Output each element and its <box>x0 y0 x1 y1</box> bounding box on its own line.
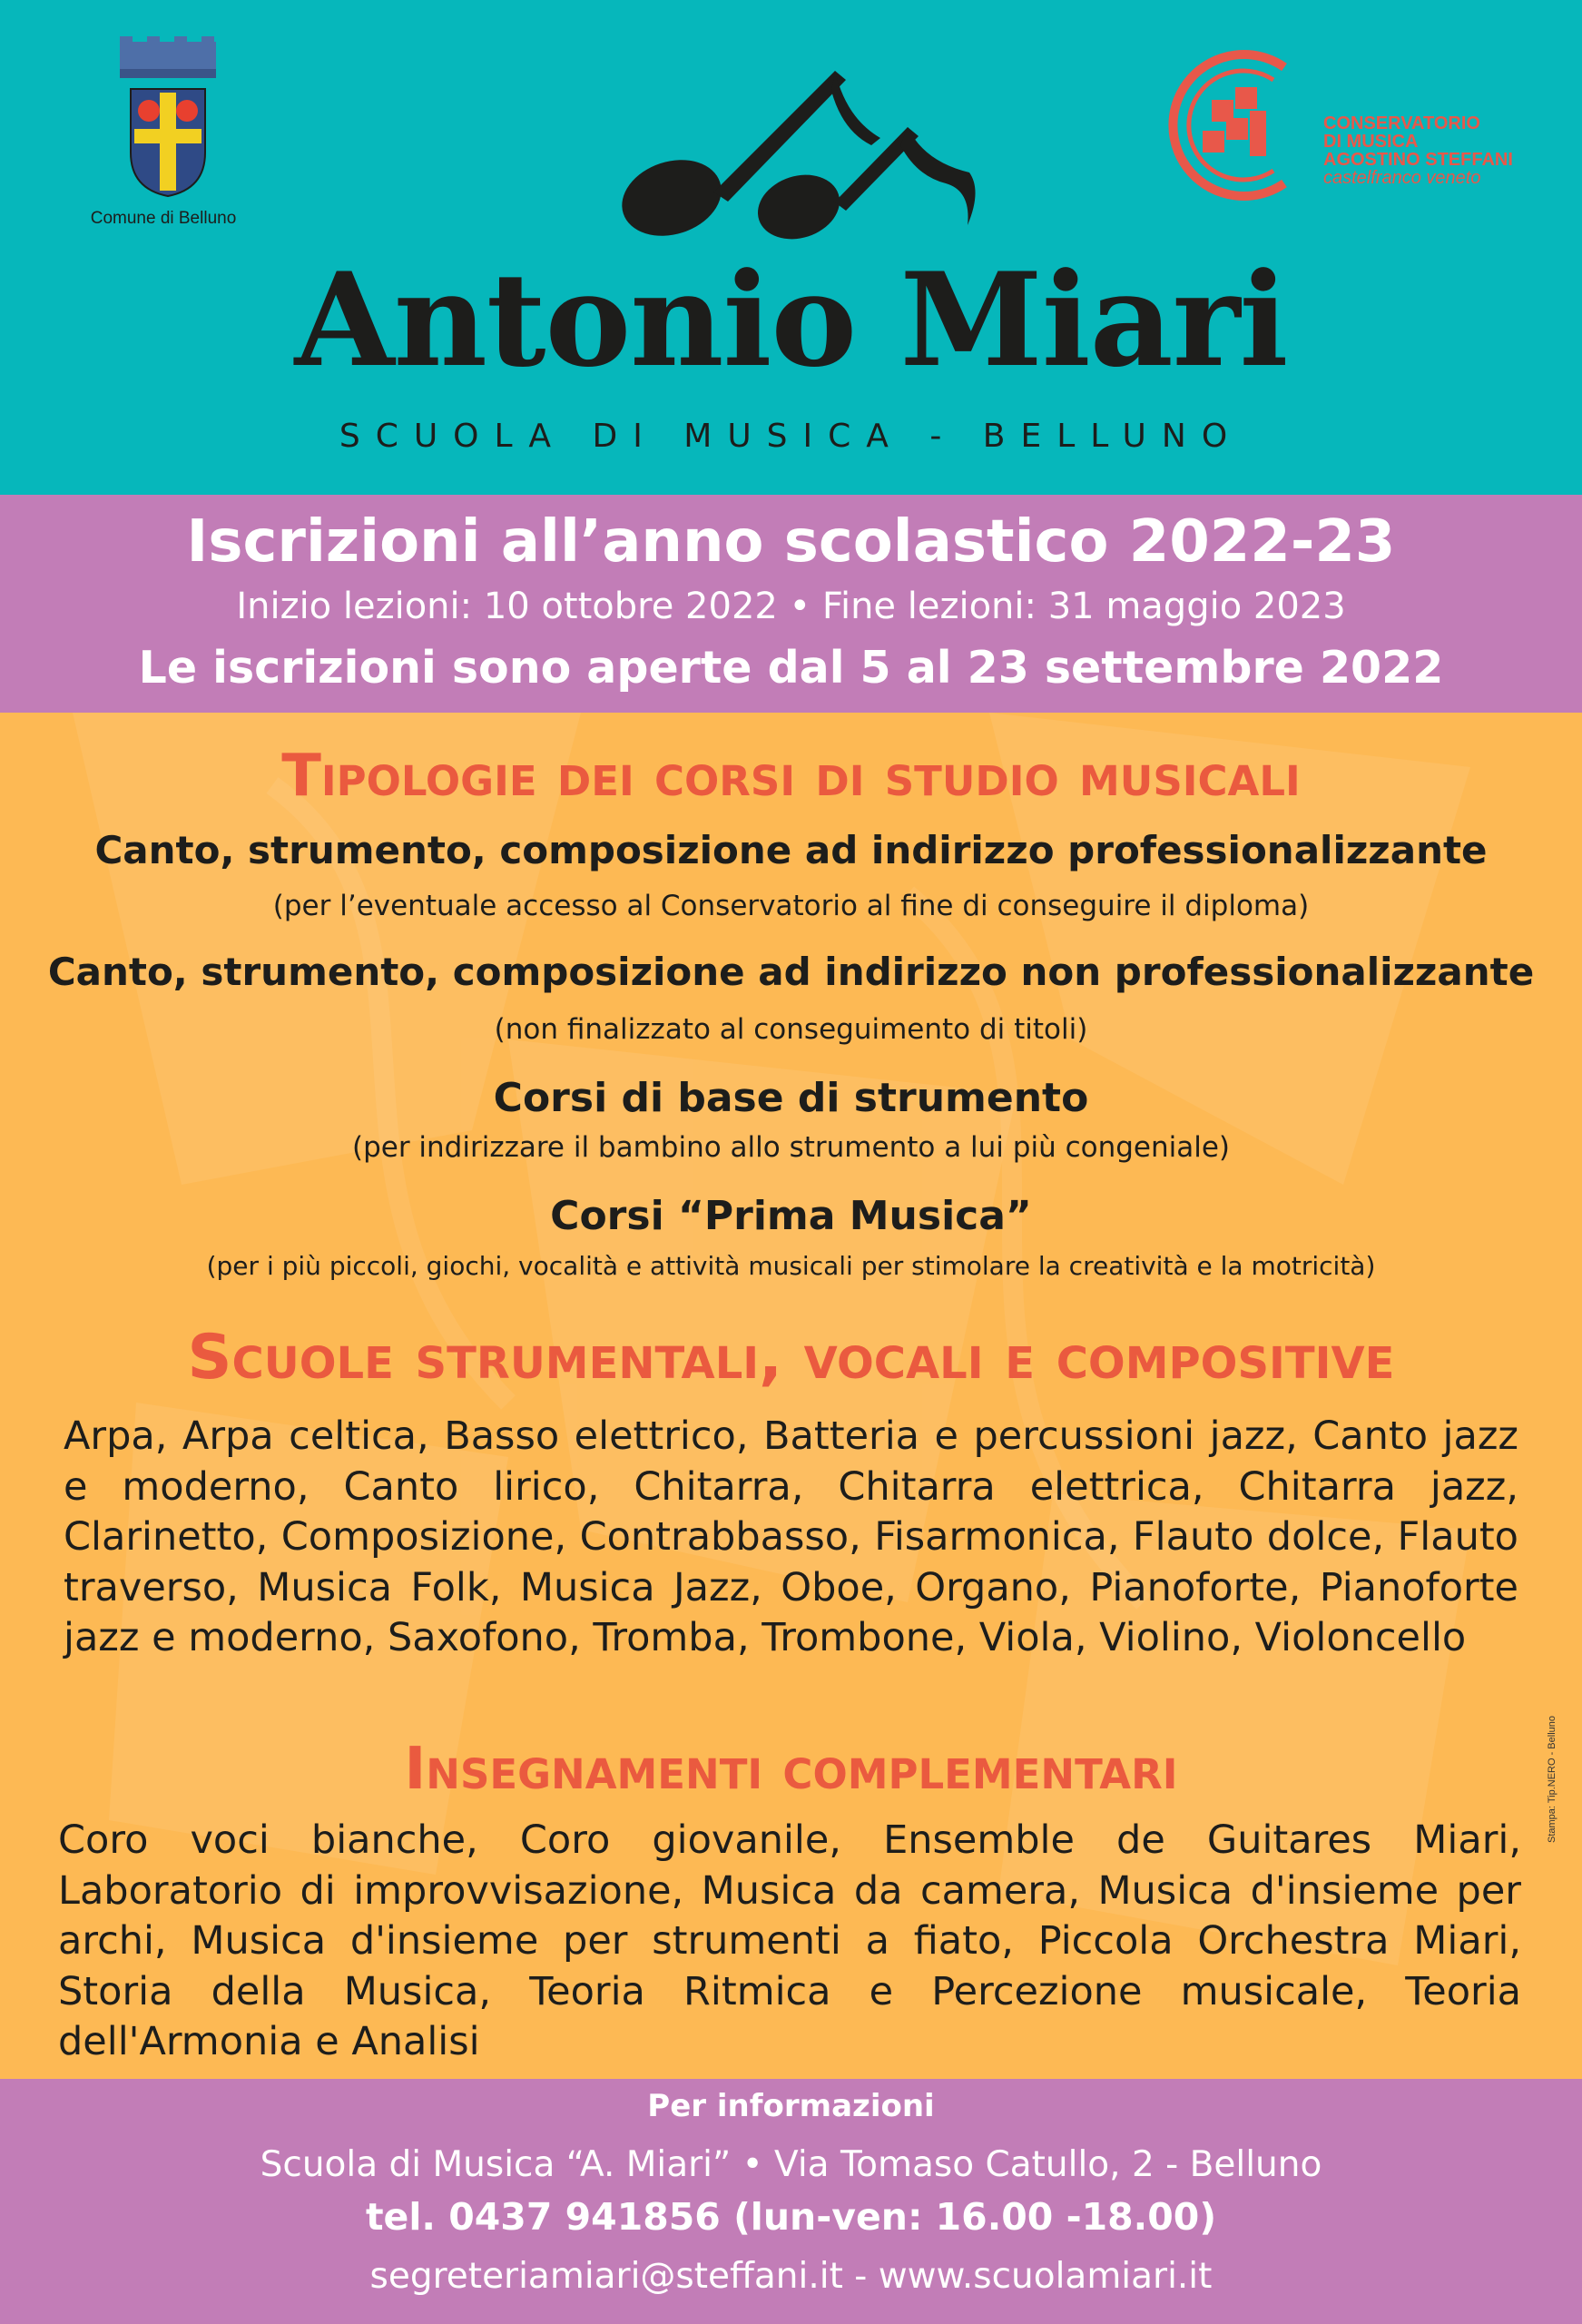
belluno-crest-icon <box>100 36 236 200</box>
conservatory-line: castelfranco veneto <box>1323 168 1481 188</box>
course-title: Canto, strumento, composizione ad indirizzo non professionalizzante <box>47 950 1535 994</box>
info-heading: Per informazioni <box>647 2088 935 2124</box>
schools-list: Arpa, Arpa celtica, Basso elettrico, Batteria e percussioni jazz, Canto jazz e moderno, Canto lirico, Chitarra, Chitarra elettrica, Chitarra jazz, Clarinetto, Composizione, Contrabbasso, Fisarmonica, Flauto dolce, Flauto traverso, Musica Folk, Musica Jazz, Oboe, Organo, Pianoforte, Pianoforte jazz e moderno, Saxofono, Tromba, Trombone, Viola, Violino, Violoncello <box>64 1413 1518 1660</box>
info-address: Scuola di Musica “A. Miari” • Via Tomaso Catullo, 2 - Belluno <box>260 2144 1322 2185</box>
course-note: (per l’eventuale accesso al Conservatorio al fine di conseguire il diploma) <box>272 890 1310 922</box>
course-note: (per i più piccoli, giochi, vocalità e attività musicali per stimolare la creatività e la motricità) <box>206 1251 1376 1281</box>
course-title: Corsi di base di strumento <box>493 1075 1089 1121</box>
print-credit: Stampa: Tip.NERO - Belluno <box>1547 1715 1557 1843</box>
enrollment-period: Le iscrizioni sono aperte dal 5 al 23 settembre 2022 <box>138 642 1444 694</box>
conservatory-line: DI MUSICA <box>1323 132 1419 152</box>
conservatory-logo-icon <box>1148 44 1330 207</box>
course-title: Corsi “Prima Musica” <box>550 1193 1032 1239</box>
info-contacts: segreteriamiari@steffani.it - www.scuolamiari.it <box>369 2256 1213 2297</box>
crest-label: Comune di Belluno <box>90 209 237 228</box>
conservatory-name <box>1323 114 1513 187</box>
conservatory-line: AGOSTINO STEFFANI <box>1323 150 1513 170</box>
brand-subtitle: SCUOLA DI MUSICA - BELLUNO <box>339 418 1243 455</box>
enrollment-title: Iscrizioni all’anno scolastico 2022-23 <box>186 508 1396 576</box>
schools-heading: Scuole strumentali, vocali e compositive <box>187 1322 1395 1393</box>
brand-title: Antonio Miari <box>294 245 1288 396</box>
complementary-list: Coro voci bianche, Coro giovanile, Ensemble de Guitares Miari, Laboratorio di improvvisazione, Musica da camera, Musica d'insieme per archi, Musica d'insieme per strumenti a fiato, Piccola Orchestra Miari, Storia della Musica, Teoria Ritmica e Percezione musicale, Teoria dell'Armonia e Analisi <box>58 1817 1521 2064</box>
complementary-heading: Insegnamenti complementari <box>404 1736 1178 1803</box>
conservatory-line: CONSERVATORIO <box>1323 113 1480 133</box>
course-note: (non finalizzato al conseguimento di titoli) <box>494 1013 1088 1046</box>
info-phone: tel. 0437 941856 (lun-ven: 16.00 -18.00) <box>365 2195 1217 2239</box>
music-notes-logo-icon <box>608 54 989 254</box>
course-title: Canto, strumento, composizione ad indirizzo professionalizzante <box>94 828 1488 872</box>
courses-heading: Tipologie dei corsi di studio musicali <box>281 743 1301 810</box>
lesson-dates: Inizio lezioni: 10 ottobre 2022 • Fine lezioni: 31 maggio 2023 <box>236 586 1346 627</box>
course-note: (per indirizzare il bambino allo strumento a lui più congeniale) <box>351 1131 1231 1164</box>
